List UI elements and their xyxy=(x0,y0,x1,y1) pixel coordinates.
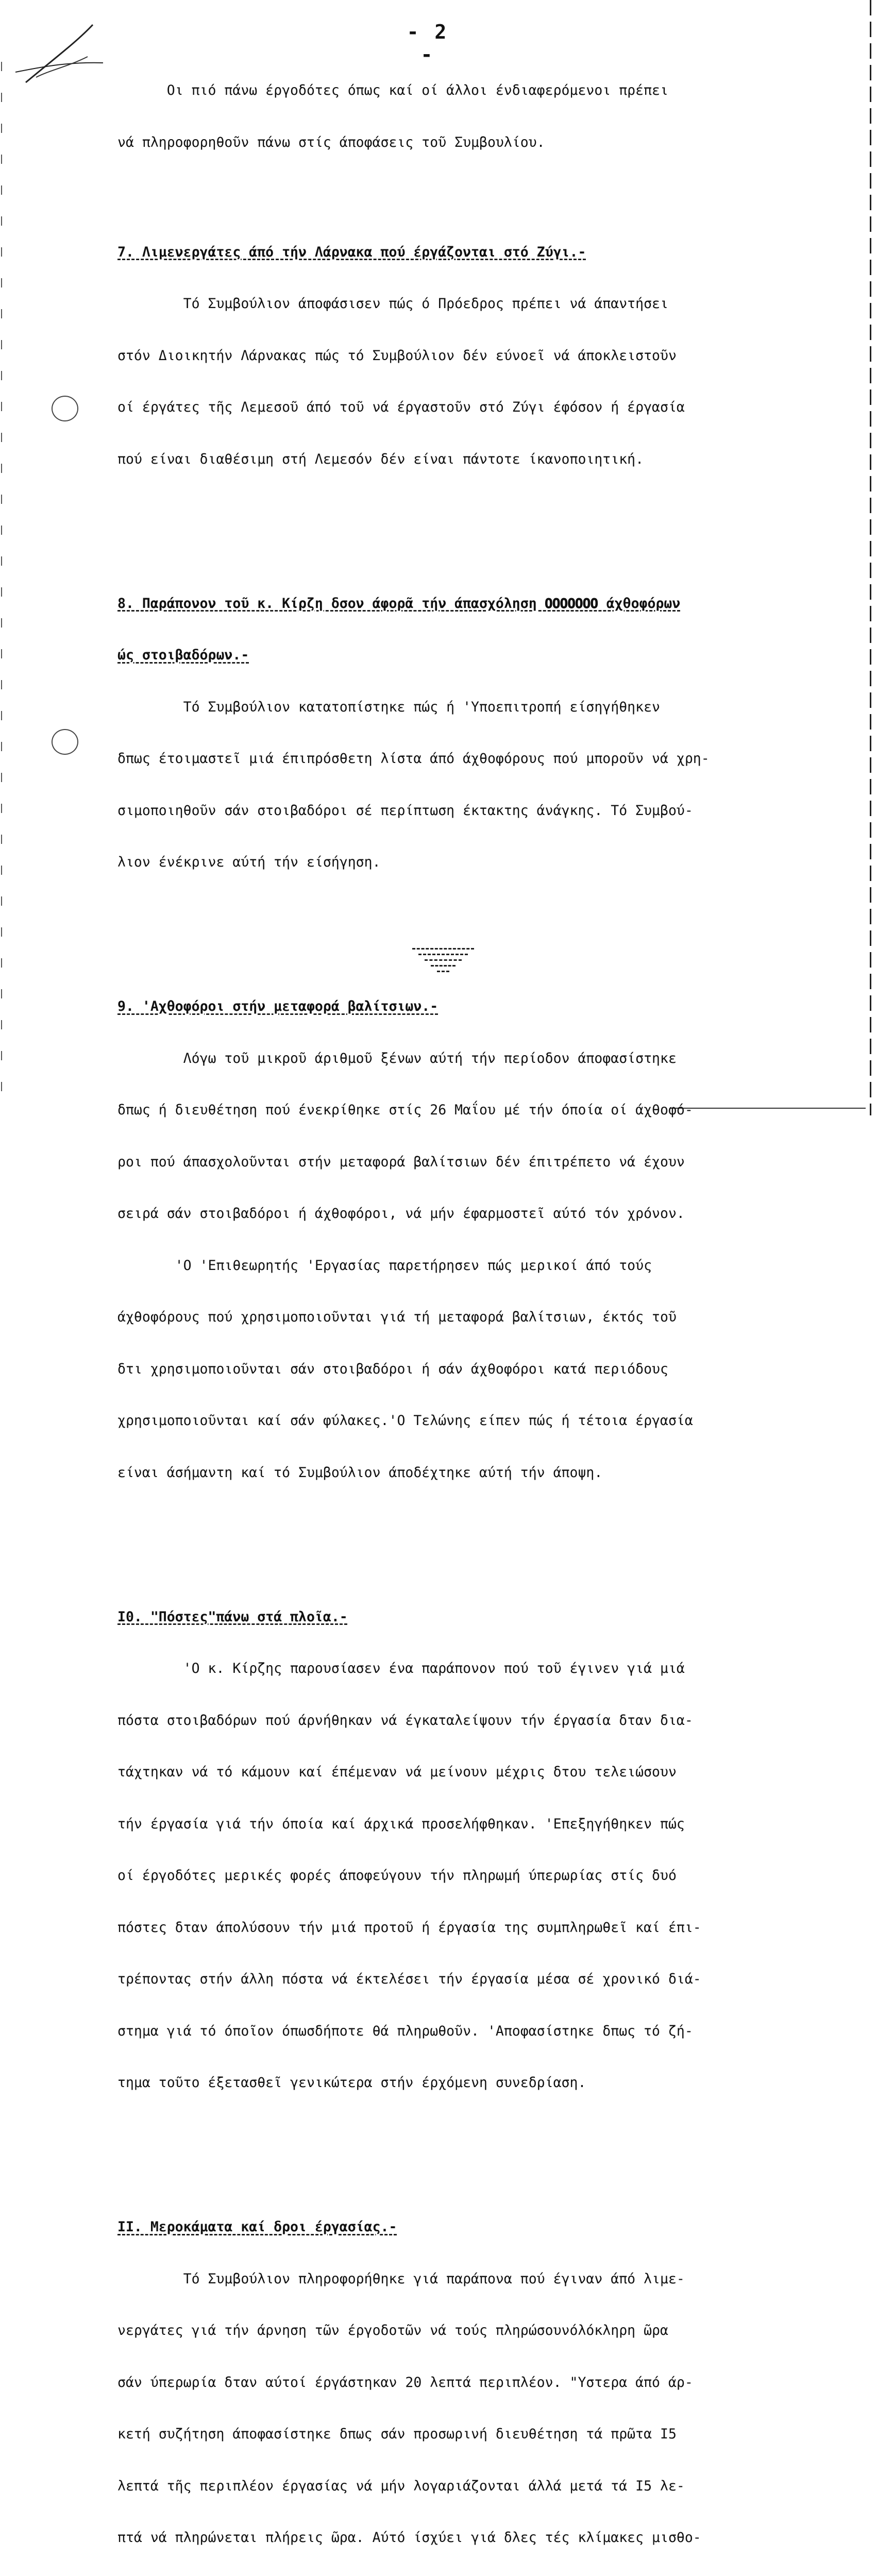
text-line: είναι άσήμαντη καί τό Συμβούλιον άποδέχτηκε αύτή τήν άποψη. xyxy=(117,1464,603,1481)
text-line: Οι πιό πάνω έργοδότες όπως καί οί άλλοι ένδιαφερόμενοι πρέπει xyxy=(117,82,668,98)
divider-dashes xyxy=(412,948,474,950)
section-heading: 8. Παράπονον τοῦ κ. Κίρζη δσον άφορᾶ τήν άπασχόληση 𝟎𝟎𝟎𝟎𝟎𝟎𝟎 άχθοφόρων xyxy=(117,595,681,612)
text-line: στόν Διοικητήν Λάρνακας πώς τό Συμβούλιον δέν εύνοεῖ νά άποκλειστοῦν xyxy=(117,347,677,364)
text-line: άχθοφόρους πού χρησιμοποιοῦνται γιά τή μεταφορά βαλίτσιων, έκτός τοῦ xyxy=(117,1309,677,1325)
scan-edge-right xyxy=(870,0,871,1115)
divider-dashes xyxy=(431,965,456,967)
section-9 xyxy=(117,963,865,1516)
text-line: πόστα στοιβαδόρων πού άρνήθηκαν νά έγκαταλείψουν τήν έργασία δταν δια- xyxy=(117,1712,693,1728)
section-heading: 9. 'Αχθοφόροι στήν μεταφορά βαλίτσιων.- xyxy=(117,998,438,1014)
text-line: σειρά σάν στοιβαδόροι ή άχθοφόροι, νά μήν έφαρμοστεῖ αύτό τόν χρόνον. xyxy=(117,1206,685,1222)
divider-dashes xyxy=(437,971,449,972)
text-line: πτά νά πληρώνεται πλήρεις ῶρα. Αύτό ίσχύει γιά δλες τές κλίμακες μισθο- xyxy=(117,2530,701,2546)
section-10 xyxy=(117,1574,865,2126)
page-number: - 2 - xyxy=(407,21,449,66)
text-line: Λόγω τοῦ μικροῦ άριθμοῦ ξένων αύτή τήν περίοδον άποφασίστηκε xyxy=(117,1050,677,1066)
text-line: δτι χρησιμοποιοῦνται σάν στοιβαδόροι ή σάν άχθοφόροι κατά περιόδους xyxy=(117,1361,668,1377)
punch-hole xyxy=(52,729,78,755)
text-line: Τό Συμβούλιον πληροφορήθηκε γιά παράπονα πού έγιναν άπό λιμε- xyxy=(117,2270,685,2287)
text-line: κετή συζήτηση άποφασίστηκε δπως σάν προσωρινή διευθέτηση τά πρῶτα Ι5 xyxy=(117,2426,677,2442)
text-line: δπως έτοιμαστεῖ μιά έπιπρόσθετη λίστα άπό άχθοφόρους πού μποροῦν νά χρη- xyxy=(117,751,710,767)
section-8 xyxy=(117,561,865,906)
punch-hole xyxy=(52,396,78,421)
text-line: τήν έργασία γιά τήν όποία καί άρχικά προσελήφθηκαν. 'Επεξηγήθηκεν πώς xyxy=(117,1816,685,1832)
text-line: πόστες δταν άπολύσουν τήν μιά προτοῦ ή έργασία της συμπληρωθεῖ καί έπι- xyxy=(117,1919,701,1936)
text-line: λεπτά τῆς περιπλέον έργασίας νά μήν λογαριάζονται άλλά μετά τά Ι5 λε- xyxy=(117,2478,685,2494)
text-line: 'Ο κ. Κίρζης παρουσίασεν ένα παράπονον πού τοῦ έγινεν γιά μιά xyxy=(117,1660,685,1676)
text-line: τημα τοῦτο έξετασθεῖ γενικώτερα στήν έρχόμενη συνεδρίαση. xyxy=(117,2075,586,2091)
section-heading-continued: ώς στοιβαδόρων.- xyxy=(117,647,249,663)
text-line: 'Ο 'Επιθεωρητής 'Εργασίας παρετήρησεν πώς μερικοί άπό τούς xyxy=(117,1257,652,1274)
text-line: τάχτηκαν νά τό κάμουν καί έπέμεναν νά μείνουν μέχρις δτου τελειώσουν xyxy=(117,1764,677,1780)
text-line: τρέποντας στήν άλλη πόστα νά έκτελέσει τήν έργασία μέσα σέ χρονικό διά- xyxy=(117,1971,701,1987)
section-heading: 7. Λιμενεργάτες άπό τήν Λάρνακα πού έργάζονται στό Ζύγι.- xyxy=(117,244,586,260)
text-line: Τό Συμβούλιον κατατοπίστηκε πώς ή 'Υποεπιτροπή είσηγήθηκεν xyxy=(117,699,660,715)
text-line: νεργάτες γιά τήν άρνηση τῶν έργοδοτῶν νά τούς πληρώσουνόλόκληρη ῶρα xyxy=(117,2323,668,2338)
text-line: πού είναι διαθέσιμη στή Λεμεσόν δέν είναι πάντοτε ίκανοποιητική. xyxy=(117,451,644,467)
text-line: Τό Συμβούλιον άποφάσισεν πώς ό Πρόεδρος πρέπει νά άπαντήσει xyxy=(117,296,668,312)
text-line: στημα γιά τό όποῖον όπωσδήποτε θά πληρωθοῦν. 'Αποφασίστηκε δπως τό ζή- xyxy=(117,2023,693,2039)
divider-dashes xyxy=(425,959,462,961)
text-line: σάν ύπερωρία δταν αύτοί έργάστηκαν 20 λεπτά περιπλέον. "Υστερα άπό άρ- xyxy=(117,2374,693,2391)
section-11 xyxy=(117,2184,865,2576)
text-line: οί έργάτες τῆς Λεμεσοῦ άπό τοῦ νά έργαστοῦν στό Ζύγι έφόσον ή έργασία xyxy=(117,399,685,415)
section-heading: Ι0. "Πόστες"πάνω στά πλοῖα.- xyxy=(117,1608,348,1625)
text-line: ροι πού άπασχολοῦνται στήν μεταφορά βαλίτσιων δέν έπιτρέπετο νά έχουν xyxy=(117,1154,685,1170)
text-line: νά πληροφορηθοῦν πάνω στίς άποφάσεις τοῦ Συμβουλίου. xyxy=(117,134,545,150)
text-line: σιμοποιηθοῦν σάν στοιβαδόροι σέ περίπτωση έκτακτης άνάγκης. Τό Συμβού- xyxy=(117,802,693,819)
document-body xyxy=(117,47,865,2576)
end-divider xyxy=(412,948,474,976)
text-line: οί έργοδότες μερικές φορές άποφεύγουν τήν πληρωμή ύπερωρίας στίς δυό xyxy=(117,1868,677,1884)
scan-edge-left xyxy=(1,62,2,1108)
divider-dashes xyxy=(418,954,468,955)
section-7 xyxy=(117,209,865,503)
section-heading: ΙΙ. Μεροκάματα καί δροι έργασίας.- xyxy=(117,2219,397,2235)
text-line: χρησιμοποιοῦνται καί σάν φύλακες.'Ο Τελώνης είπεν πώς ή τέτοια έργασία xyxy=(117,1413,693,1429)
pen-mark-icon xyxy=(5,21,108,93)
text-line: δπως ή διευθέτηση πού ένεκρίθηκε στίς 26 Μαΐου μέ τήν όποία οί άχθοφό- xyxy=(117,1102,693,1118)
text-line: λιον ένέκρινε αύτή τήν είσήγηση. xyxy=(117,854,381,870)
